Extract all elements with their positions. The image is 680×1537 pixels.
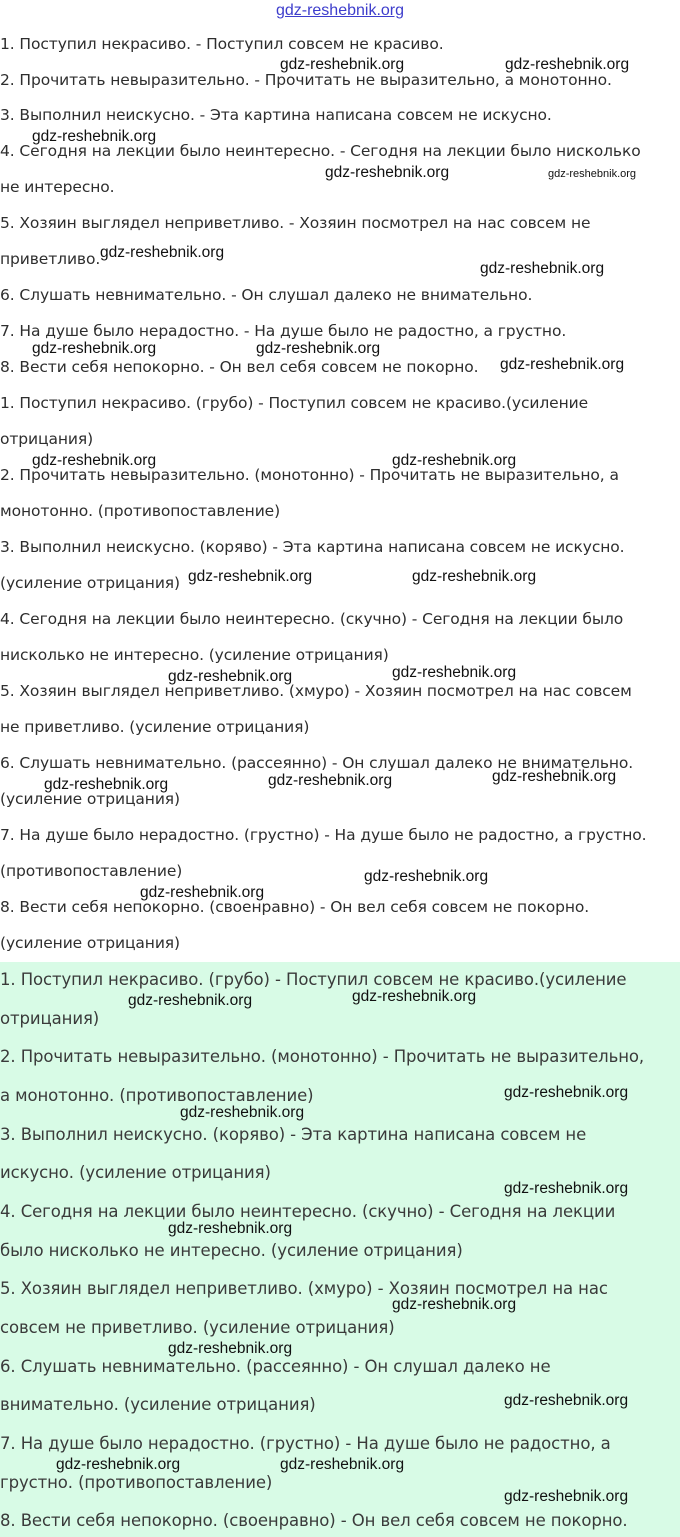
watermark: gdz-reshebnik.org (100, 244, 225, 261)
text-line: было нисколько не интересно. (усиление отрицания) (0, 1241, 463, 1260)
text-line: нисколько не интересно. (усиление отрицания) (0, 646, 389, 664)
text-line: отрицания) (0, 430, 94, 448)
text-line: приветливо. (0, 250, 101, 268)
text-line: 8. Вести себя непокорно. (своенравно) - Он вел себя совсем не покорно. (0, 1511, 628, 1530)
watermark: gdz-reshebnik.org (500, 356, 625, 373)
text-line: 8. Вести себя непокорно. - Он вел себя совсем не покорно. (0, 358, 479, 376)
text-line: 1. Поступил некрасиво. (грубо) - Поступил совсем не красиво.(усиление (0, 394, 589, 412)
text-line: 3. Выполнил неискусно. - Эта картина написана совсем не искусно. (0, 106, 552, 124)
watermark: gdz-reshebnik.org (32, 340, 157, 357)
text-line: 6. Слушать невнимательно. - Он слушал далеко не внимательно. (0, 286, 533, 304)
watermark: gdz-reshebnik.org (140, 884, 265, 901)
watermark: gdz-reshebnik.org (32, 128, 157, 145)
watermark: gdz-reshebnik.org (504, 1084, 629, 1101)
watermark: gdz-reshebnik.org (280, 56, 405, 73)
watermark: gdz-reshebnik.org (32, 452, 157, 469)
watermark: gdz-reshebnik.org (56, 1456, 181, 1473)
watermark: gdz-reshebnik.org (168, 668, 293, 685)
text-line: а монотонно. (противопоставление) (0, 1086, 314, 1105)
text-line: искусно. (усиление отрицания) (0, 1163, 271, 1182)
section-highlighted-answers (0, 962, 680, 1537)
text-line: 7. На душе было нерадостно. (грустно) - На душе было не радостно, а (0, 1434, 611, 1453)
watermark: gdz-reshebnik.org (504, 1392, 629, 1409)
watermark: gdz-reshebnik.org (256, 340, 381, 357)
text-line: 7. На душе было нерадостно. - На душе было не радостно, а грустно. (0, 322, 567, 340)
watermark: gdz-reshebnik.org (392, 664, 517, 681)
watermark: gdz-reshebnik.org (352, 988, 477, 1005)
text-line: 5. Хозяин выглядел неприветливо. - Хозяин посмотрел на нас совсем не (0, 214, 591, 232)
text-line: 7. На душе было нерадостно. (грустно) - На душе было не радостно, а грустно. (0, 826, 647, 844)
watermark: gdz-reshebnik.org (280, 1456, 405, 1473)
text-line: внимательно. (усиление отрицания) (0, 1395, 316, 1414)
text-line: отрицания) (0, 1009, 100, 1028)
watermark: gdz-reshebnik.org (412, 568, 537, 585)
watermark: gdz-reshebnik.org (504, 1180, 629, 1197)
watermark: gdz-reshebnik.org (364, 868, 489, 885)
text-line: 6. Слушать невнимательно. (рассеянно) - Он слушал далеко не (0, 1357, 551, 1376)
watermark: gdz-reshebnik.org (492, 768, 617, 785)
text-line: 2. Прочитать невыразительно. (монотонно) - Прочитать не выразительно, а (0, 466, 619, 484)
text-line: совсем не приветливо. (усиление отрицания) (0, 1318, 395, 1337)
text-line: 2. Прочитать невыразительно. - Прочитать не выразительно, а монотонно. (0, 71, 612, 89)
text-line: 4. Сегодня на лекции было неинтересно. - Сегодня на лекции было нисколько (0, 142, 641, 160)
text-line: (противопоставление) (0, 862, 183, 880)
text-line: 8. Вести себя непокорно. (своенравно) - Он вел себя совсем не покорно. (0, 898, 590, 916)
text-line: 2. Прочитать невыразительно. (монотонно) - Прочитать не выразительно, (0, 1047, 645, 1066)
text-line: грустно. (противопоставление) (0, 1473, 273, 1492)
text-line: 5. Хозяин выглядел неприветливо. (хмуро) - Хозяин посмотрел на нас (0, 1279, 608, 1298)
text-line: 5. Хозяин выглядел неприветливо. (хмуро) - Хозяин посмотрел на нас совсем (0, 682, 632, 700)
text-line: (усиление отрицания) (0, 574, 180, 592)
watermark: gdz-reshebnik.org (168, 1340, 293, 1357)
text-line: 4. Сегодня на лекции было неинтересно. (скучно) - Сегодня на лекции (0, 1202, 616, 1221)
watermark: gdz-reshebnik.org (505, 56, 630, 73)
watermark: gdz-reshebnik.org (548, 168, 637, 180)
text-line: 6. Слушать невнимательно. (рассеянно) - Он слушал далеко не внимательно. (0, 754, 634, 772)
watermark: gdz-reshebnik.org (44, 776, 169, 793)
text-line: монотонно. (противопоставление) (0, 502, 281, 520)
text-line: 1. Поступил некрасиво. - Поступил совсем не красиво. (0, 35, 444, 53)
watermark: gdz-reshebnik.org (180, 1104, 305, 1121)
text-line: не интересно. (0, 178, 115, 196)
watermark: gdz-reshebnik.org (128, 992, 253, 1009)
text-line: 4. Сегодня на лекции было неинтересно. (скучно) - Сегодня на лекции было (0, 610, 624, 628)
text-line: не приветливо. (усиление отрицания) (0, 718, 310, 736)
watermark: gdz-reshebnik.org (325, 164, 450, 181)
text-line: 3. Выполнил неискусно. (коряво) - Эта картина написана совсем не искусно. (0, 538, 625, 556)
text-line: (усиление отрицания) (0, 934, 180, 952)
watermark: gdz-reshebnik.org (392, 1296, 517, 1313)
watermark: gdz-reshebnik.org (268, 772, 393, 789)
text-line: 3. Выполнил неискусно. (коряво) - Эта картина написана совсем не (0, 1125, 587, 1144)
watermark: gdz-reshebnik.org (188, 568, 313, 585)
watermark: gdz-reshebnik.org (504, 1488, 629, 1505)
watermark: gdz-reshebnik.org (168, 1220, 293, 1237)
watermark: gdz-reshebnik.org (392, 452, 517, 469)
text-line: 1. Поступил некрасиво. (грубо) - Поступил совсем не красиво.(усиление (0, 970, 627, 989)
watermark: gdz-reshebnik.org (480, 260, 605, 277)
text-line: (усиление отрицания) (0, 790, 180, 808)
header-watermark-link[interactable]: gdz-reshebnik.org (275, 2, 405, 19)
